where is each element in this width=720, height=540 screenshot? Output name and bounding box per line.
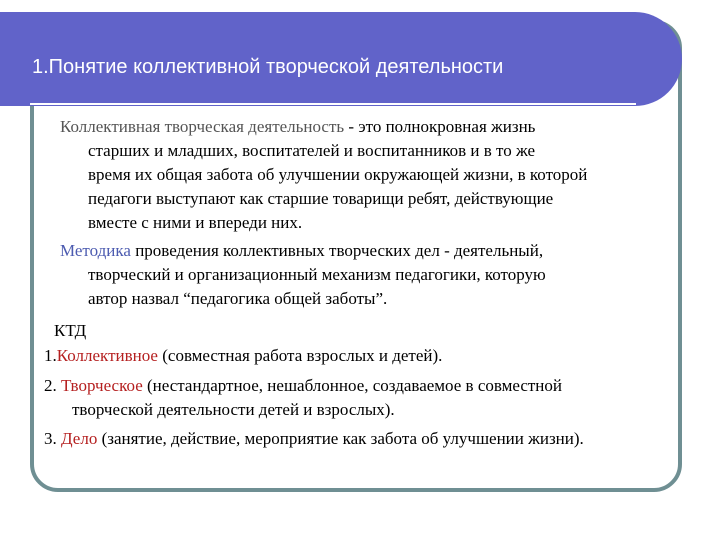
- item-text: (занятие, действие, мероприятие как забота об улучшении жизни).: [97, 429, 584, 448]
- methodology-line: проведения коллективных творческих дел - деятельный,: [130, 241, 544, 260]
- item-number: 1.: [44, 346, 57, 365]
- item-text: (совместная работа взрослых и детей).: [157, 346, 443, 365]
- list-item: [44, 427, 584, 451]
- definition-term: Коллективная творческая деятельность: [60, 117, 345, 136]
- methodology-line: автор назвал “педагогика общей заботы”.: [88, 289, 388, 308]
- definition-line: педагоги выступают как старшие товарищи ребят, действующие: [88, 189, 554, 208]
- definition-line: вместе с ними и впереди них.: [88, 213, 303, 232]
- item-number: 3.: [44, 429, 61, 448]
- slide-title: 1.Понятие коллективной творческой деятельности: [32, 56, 504, 78]
- list-item: [44, 344, 442, 368]
- item-term: Коллективное: [56, 346, 158, 365]
- item-text: творческой деятельности детей и взрослых).: [72, 400, 395, 419]
- methodology-paragraph: [60, 239, 686, 311]
- item-term: Дело: [61, 429, 98, 448]
- item-text: (нестандартное, нешаблонное, создаваемое в совместной: [142, 376, 562, 395]
- definition-line: время их общая забота об улучшении окружающей жизни, в которой: [88, 165, 588, 184]
- list-item: [44, 374, 562, 398]
- methodology-term: Методика: [60, 241, 131, 260]
- definition-line: старших и младших, воспитателей и воспитанников и в то же: [88, 141, 536, 160]
- definition-line: - это полнокровная жизнь: [344, 117, 536, 136]
- definition-paragraph: [60, 115, 686, 235]
- ktd-label: КТД: [54, 321, 87, 340]
- methodology-line: творческий и организационный механизм педагогики, которую: [88, 265, 546, 284]
- item-number: 2.: [44, 376, 61, 395]
- item-term: Творческое: [61, 376, 143, 395]
